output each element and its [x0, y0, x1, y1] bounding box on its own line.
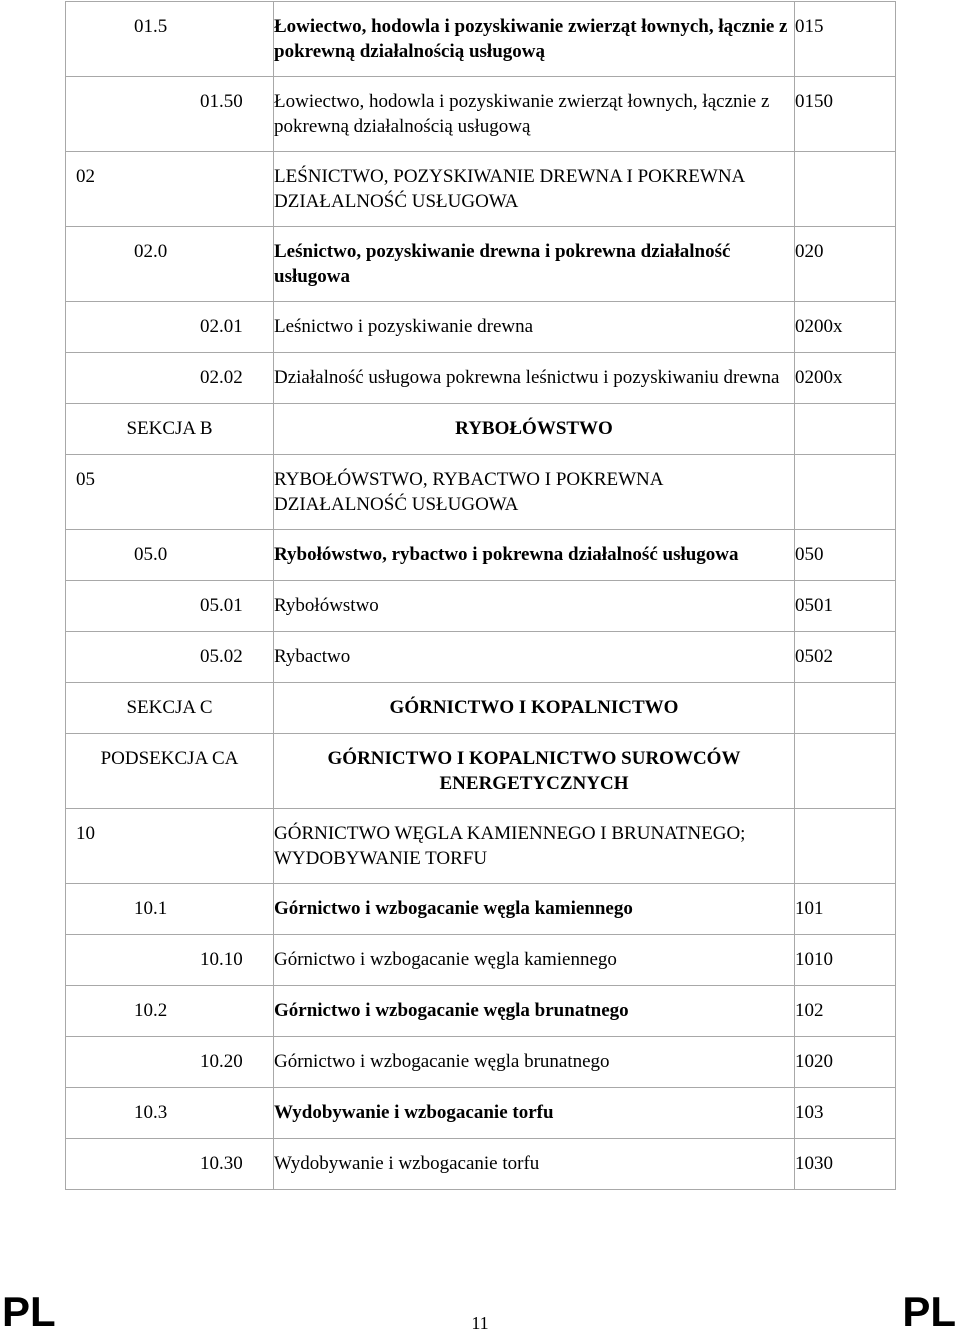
number-cell: 0502: [795, 632, 896, 683]
table-row: [66, 227, 896, 302]
empty-cell: [795, 734, 896, 809]
code-cell: [66, 632, 274, 683]
number-cell: 1010: [795, 935, 896, 986]
description-cell: Rybactwo: [274, 632, 795, 683]
number-cell: 0200x: [795, 353, 896, 404]
description-cell: Górnictwo i wzbogacanie węgla brunatnego: [274, 1037, 795, 1088]
code-cell: [66, 353, 274, 404]
number-cell: [795, 455, 896, 530]
section-code-cell: SEKCJA B: [66, 404, 274, 455]
code-text: 05.02: [200, 646, 243, 667]
description-cell: Górnictwo i wzbogacanie węgla brunatnego: [274, 986, 795, 1037]
description-cell: Działalność usługowa pokrewna leśnictwu i pozyskiwaniu drewna: [274, 353, 795, 404]
table-row: [66, 302, 896, 353]
code-cell: [66, 581, 274, 632]
description-cell: Łowiectwo, hodowla i pozyskiwanie zwierząt łownych, łącznie z pokrewną działalnością usługową: [274, 77, 795, 152]
code-cell: [66, 1037, 274, 1088]
section-row: [66, 683, 896, 734]
code-cell: [66, 884, 274, 935]
code-cell: [66, 809, 274, 884]
section-title-cell: GÓRNICTWO I KOPALNICTWO: [274, 683, 795, 734]
code-cell: [66, 1139, 274, 1190]
empty-cell: [795, 404, 896, 455]
code-text: 05: [76, 469, 95, 490]
number-cell: 015: [795, 2, 896, 77]
table-row: [66, 809, 896, 884]
footer-language-label-right: PL: [902, 1288, 956, 1335]
number-cell: 0200x: [795, 302, 896, 353]
code-text: 10: [76, 823, 95, 844]
code-text: 10.1: [134, 898, 168, 919]
code-text: 01.50: [200, 91, 243, 112]
footer-language-label-left: PL: [2, 1288, 56, 1335]
description-cell: Wydobywanie i wzbogacanie torfu: [274, 1088, 795, 1139]
description-cell: RYBOŁÓWSTWO, RYBACTWO I POKREWNA DZIAŁALNOŚĆ USŁUGOWA: [274, 455, 795, 530]
number-cell: 1030: [795, 1139, 896, 1190]
description-cell: Leśnictwo i pozyskiwanie drewna: [274, 302, 795, 353]
number-cell: [795, 809, 896, 884]
table-row: [66, 455, 896, 530]
description-cell: Górnictwo i wzbogacanie węgla kamiennego: [274, 884, 795, 935]
description-cell: LEŚNICTWO, POZYSKIWANIE DREWNA I POKREWNA DZIAŁALNOŚĆ USŁUGOWA: [274, 152, 795, 227]
table-row: [66, 1139, 896, 1190]
description-cell: GÓRNICTWO WĘGLA KAMIENNEGO I BRUNATNEGO; WYDOBYWANIE TORFU: [274, 809, 795, 884]
code-text: 02.01: [200, 316, 243, 337]
code-text: 01.5: [134, 16, 168, 37]
code-text: 02: [76, 166, 95, 187]
code-text: 05.01: [200, 595, 243, 616]
description-cell: Rybołówstwo, rybactwo i pokrewna działalność usługowa: [274, 530, 795, 581]
page-number: 11: [471, 1313, 489, 1333]
code-text: 02.0: [134, 241, 168, 262]
number-cell: 101: [795, 884, 896, 935]
table-row: [66, 986, 896, 1037]
number-cell: 050: [795, 530, 896, 581]
number-cell: 0501: [795, 581, 896, 632]
code-text: 10.3: [134, 1102, 168, 1123]
table-row: [66, 152, 896, 227]
table-row: [66, 884, 896, 935]
description-cell: Łowiectwo, hodowla i pozyskiwanie zwierząt łownych, łącznie z pokrewną działalnością usługową: [274, 2, 795, 77]
number-cell: 102: [795, 986, 896, 1037]
code-cell: [66, 302, 274, 353]
table-row: [66, 77, 896, 152]
description-cell: Górnictwo i wzbogacanie węgla kamiennego: [274, 935, 795, 986]
section-title-cell: RYBOŁÓWSTWO: [274, 404, 795, 455]
subsection-code-cell: PODSEKCJA CA: [66, 734, 274, 809]
code-cell: [66, 455, 274, 530]
code-cell: [66, 935, 274, 986]
description-cell: Rybołówstwo: [274, 581, 795, 632]
code-cell: [66, 77, 274, 152]
code-text: 10.20: [200, 1051, 243, 1072]
subsection-title-cell: GÓRNICTWO I KOPALNICTWO SUROWCÓW ENERGETYCZNYCH: [274, 734, 795, 809]
table-row: [66, 353, 896, 404]
table-row: [66, 2, 896, 77]
number-cell: 0150: [795, 77, 896, 152]
description-cell: Leśnictwo, pozyskiwanie drewna i pokrewna działalność usługowa: [274, 227, 795, 302]
table-row: [66, 530, 896, 581]
code-text: 05.0: [134, 544, 168, 565]
table-row: [66, 1088, 896, 1139]
subsection-row: [66, 734, 896, 809]
number-cell: [795, 152, 896, 227]
code-cell: [66, 1088, 274, 1139]
section-code-cell: SEKCJA C: [66, 683, 274, 734]
code-text: 10.30: [200, 1153, 243, 1174]
number-cell: 020: [795, 227, 896, 302]
classification-table: [65, 1, 896, 1190]
empty-cell: [795, 683, 896, 734]
code-cell: [66, 986, 274, 1037]
table-row: [66, 1037, 896, 1088]
code-cell: [66, 152, 274, 227]
table-row: [66, 581, 896, 632]
table-row: [66, 935, 896, 986]
code-cell: [66, 2, 274, 77]
code-cell: [66, 530, 274, 581]
code-text: 02.02: [200, 367, 243, 388]
description-cell: Wydobywanie i wzbogacanie torfu: [274, 1139, 795, 1190]
number-cell: 103: [795, 1088, 896, 1139]
code-text: 10.2: [134, 1000, 168, 1021]
code-cell: [66, 227, 274, 302]
section-row: [66, 404, 896, 455]
table-row: [66, 632, 896, 683]
number-cell: 1020: [795, 1037, 896, 1088]
code-text: 10.10: [200, 949, 243, 970]
